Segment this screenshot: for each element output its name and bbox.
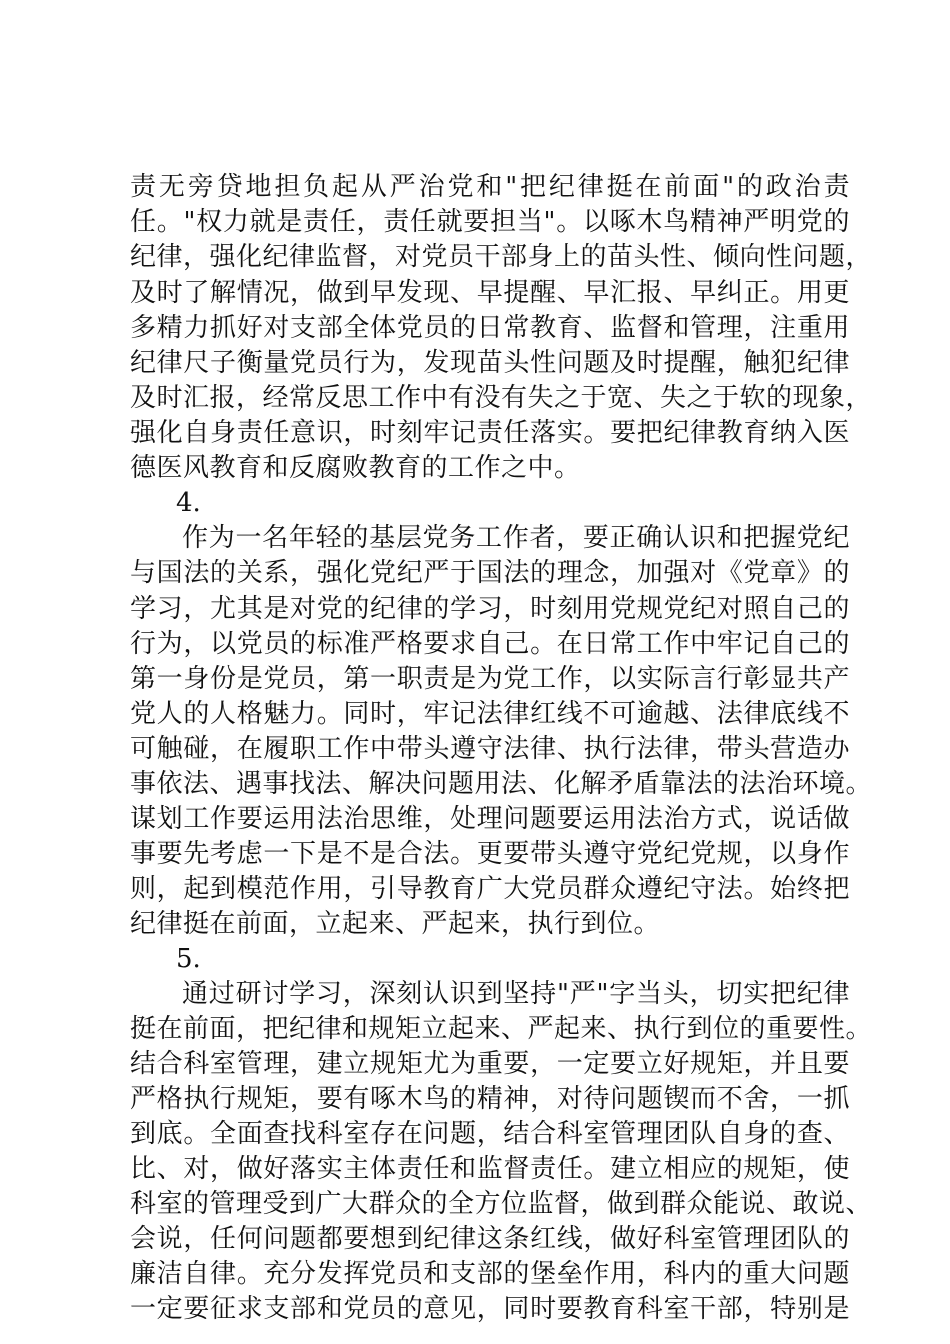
- text-line: 任。"权力就是责任，责任就要担当"。以啄木鸟精神严明党的: [130, 207, 850, 237]
- text-line: 行为，以党员的标准严格要求自己。在日常工作中牢记自己的: [130, 629, 850, 659]
- text-line: 强化自身责任意识，时刻牢记责任落实。要把纪律教育纳入医: [130, 418, 850, 448]
- section-number-5: 5.: [176, 944, 201, 974]
- text-line: 挺在前面，把纪律和规矩立起来、严起来、执行到位的重要性。: [130, 1014, 873, 1044]
- section-number-4: 4.: [176, 488, 201, 518]
- text-line: 科室的管理受到广大群众的全方位监督，做到群众能说、敢说、: [130, 1189, 873, 1219]
- text-line: 学习，尤其是对党的纪律的学习，时刻用党规党纪对照自己的: [130, 594, 850, 624]
- text-line: 到底。全面查找科室存在问题，结合科室管理团队自身的查、: [130, 1119, 850, 1149]
- text-line: 与国法的关系，强化党纪严于国法的理念，加强对《党章》的: [130, 558, 850, 588]
- text-line: 事要先考虑一下是不是合法。更要带头遵守党纪党规，以身作: [130, 839, 850, 869]
- text-line: 纪律挺在前面，立起来、严起来，执行到位。: [130, 909, 661, 939]
- text-line: 一定要征求支部和党员的意见，同时要教育科室干部，特别是: [130, 1294, 850, 1324]
- text-line: 及时了解情况，做到早发现、早提醒、早汇报、早纠正。用更: [130, 278, 850, 308]
- text-line: 廉洁自律。充分发挥党员和支部的堡垒作用，科内的重大问题: [130, 1259, 850, 1289]
- text-line: 通过研讨学习，深刻认识到坚持"严"字当头，切实把纪律: [182, 979, 850, 1009]
- text-line: 比、对，做好落实主体责任和监督责任。建立相应的规矩，使: [130, 1154, 850, 1184]
- text-line: 则，起到模范作用，引导教育广大党员群众遵纪守法。始终把: [130, 874, 850, 904]
- text-line: 德医风教育和反腐败教育的工作之中。: [130, 453, 581, 483]
- text-line: 结合科室管理，建立规矩尤为重要，一定要立好规矩，并且要: [130, 1049, 850, 1079]
- text-line: 第一身份是党员，第一职责是为党工作，以实际言行彰显共产: [130, 664, 850, 694]
- text-line: 严格执行规矩，要有啄木鸟的精神，对待问题锲而不舍，一抓: [130, 1084, 850, 1114]
- text-line: 会说，任何问题都要想到纪律这条红线，做好科室管理团队的: [130, 1224, 850, 1254]
- text-line: 及时汇报，经常反思工作中有没有失之于宽、失之于软的现象，: [130, 383, 873, 413]
- text-line: 谋划工作要运用法治思维，处理问题要运用法治方式，说话做: [130, 804, 850, 834]
- text-line: 可触碰，在履职工作中带头遵守法律、执行法律，带头营造办: [130, 734, 850, 764]
- text-line: 纪律，强化纪律监督，对党员干部身上的苗头性、倾向性问题，: [130, 242, 873, 272]
- text-line: 作为一名年轻的基层党务工作者，要正确认识和把握党纪: [182, 523, 850, 553]
- text-line: 责无旁贷地担负起从严治党和"把纪律挺在前面"的政治责: [130, 172, 850, 202]
- text-line: 事依法、遇事找法、解决问题用法、化解矛盾靠法的法治环境。: [130, 769, 873, 799]
- text-line: 纪律尺子衡量党员行为，发现苗头性问题及时提醒，触犯纪律: [130, 348, 850, 378]
- text-line: 党人的人格魅力。同时，牢记法律红线不可逾越、法律底线不: [130, 699, 850, 729]
- text-line: 多精力抓好对支部全体党员的日常教育、监督和管理，注重用: [130, 313, 850, 343]
